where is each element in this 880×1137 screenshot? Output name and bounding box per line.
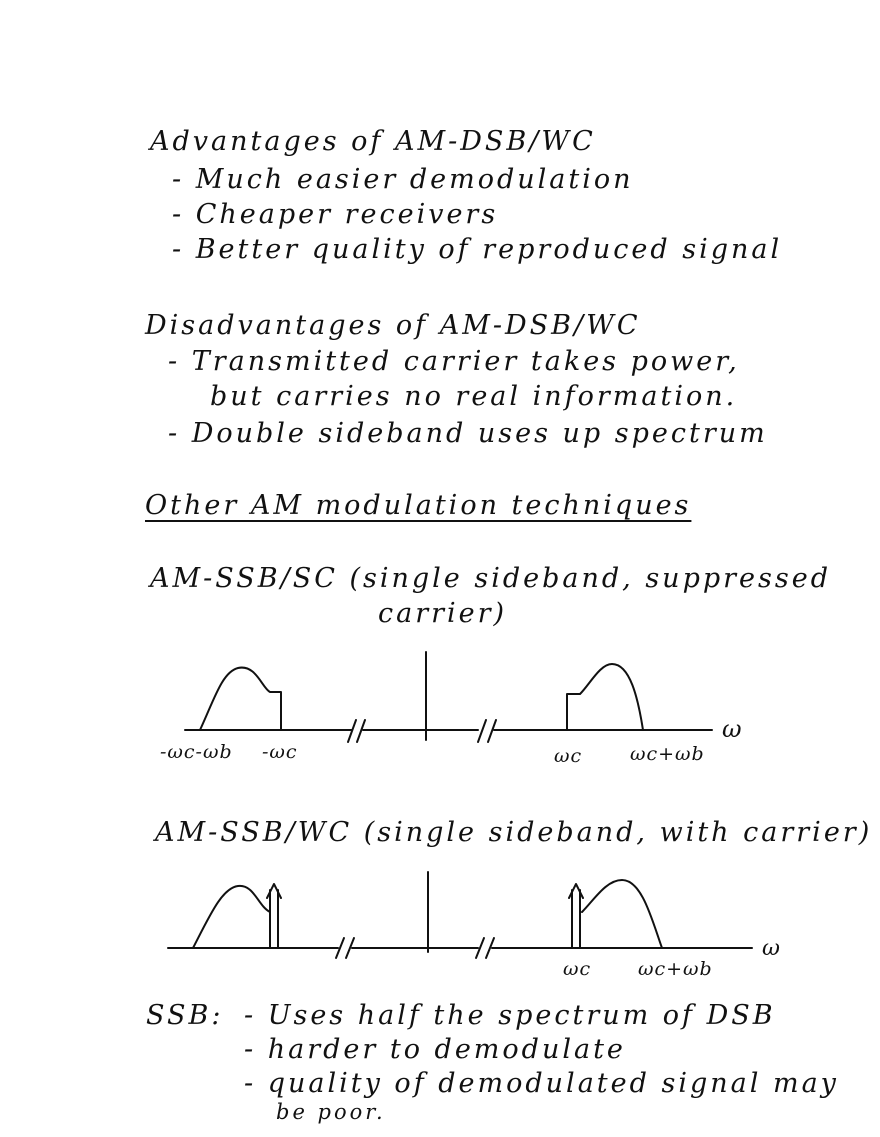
ssb-note-item: - harder to demodulate — [244, 1034, 626, 1065]
ssb-wc-upper-sideband — [582, 880, 662, 948]
ssb-sc-title-continuation: carrier) — [378, 598, 508, 629]
ssb-note-item: - Uses half the spectrum of DSB — [244, 1000, 776, 1031]
label-upper-edge: ωc+ωb — [630, 743, 705, 765]
advantage-item: - Cheaper receivers — [172, 199, 499, 230]
label-omega-axis: ω — [762, 936, 781, 961]
advantages-heading: Advantages of AM-DSB/WC — [150, 126, 596, 157]
other-techniques-heading: Other AM modulation techniques — [145, 490, 692, 521]
ssb-sc-diagram — [185, 652, 712, 742]
disadvantage-item: - Double sideband uses up spectrum — [168, 418, 768, 449]
ssb-notes-prefix: SSB: — [146, 1000, 224, 1031]
ssb-wc-title: AM-SSB/WC (single sideband, with carrier) — [155, 817, 873, 848]
ssb-sc-title: AM-SSB/SC (single sideband, suppressed — [150, 563, 831, 594]
disadvantages-heading: Disadvantages of AM-DSB/WC — [145, 310, 641, 341]
disadvantage-item-continuation: but carries no real information. — [210, 381, 738, 412]
label-omega-axis: ω — [722, 715, 743, 743]
label-neg-carrier: -ωc — [262, 741, 298, 763]
label-upper-edge: ωc+ωb — [638, 958, 713, 980]
ssb-wc-lower-sideband — [193, 886, 270, 948]
label-carrier: ωc — [554, 745, 583, 767]
ssb-wc-diagram — [168, 872, 752, 958]
ssb-note-item: - quality of demodulated signal may — [244, 1068, 839, 1099]
ssb-wc-upper-carrier-arrow — [569, 884, 583, 948]
axis-break-mark — [478, 720, 496, 742]
label-neg-lower-edge: -ωc-ωb — [160, 741, 233, 763]
disadvantage-item: - Transmitted carrier takes power, — [168, 346, 740, 377]
advantage-item: - Better quality of reproduced signal — [172, 234, 783, 265]
advantage-item: - Much easier demodulation — [172, 164, 634, 195]
label-carrier: ωc — [563, 958, 592, 980]
ssb-wc-lower-carrier-arrow — [267, 884, 281, 948]
ssb-sc-upper-sideband — [567, 664, 643, 730]
ssb-sc-lower-sideband — [200, 668, 281, 730]
ssb-note-continuation: be poor. — [276, 1100, 386, 1124]
